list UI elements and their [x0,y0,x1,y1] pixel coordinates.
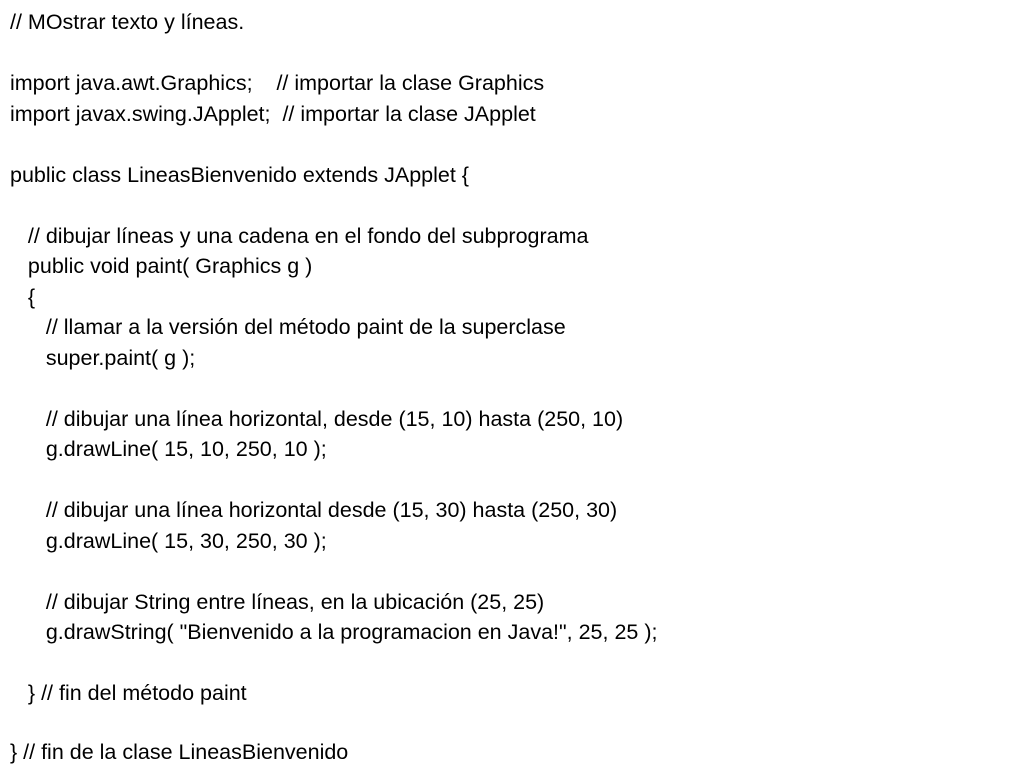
code-line: super.paint( g ); [10,345,196,370]
code-line: } // fin de la clase LineasBienvenido [10,740,349,764]
code-line: // dibujar una línea horizontal, desde (15, 10) hasta (250, 10) [10,406,624,431]
code-line: // llamar a la versión del método paint de la superclase [10,315,566,339]
code-line: { [10,284,36,309]
code-line: // MOstrar texto y líneas. [10,10,245,34]
code-line: import java.awt.Graphics; // importar la clase Graphics [10,71,545,95]
code-line: public void paint( Graphics g ) [10,254,313,278]
code-line: g.drawString( "Bienvenido a la programacion en Java!", 25, 25 ); [10,620,658,644]
code-line: // dibujar líneas y una cadena en el fondo del subprograma [10,223,589,248]
code-line: } // fin del método paint [10,681,247,705]
code-line: import javax.swing.JApplet; // importar la clase JApplet [10,101,536,126]
code-line: public class LineasBienvenido extends JApplet { [10,162,469,187]
code-line: g.drawLine( 15, 30, 250, 30 ); [10,528,327,553]
code-line: g.drawLine( 15, 10, 250, 10 ); [10,437,327,461]
code-line: // dibujar String entre líneas, en la ubicación (25, 25) [10,589,545,614]
code-line: // dibujar una línea horizontal desde (15, 30) hasta (250, 30) [10,498,618,522]
